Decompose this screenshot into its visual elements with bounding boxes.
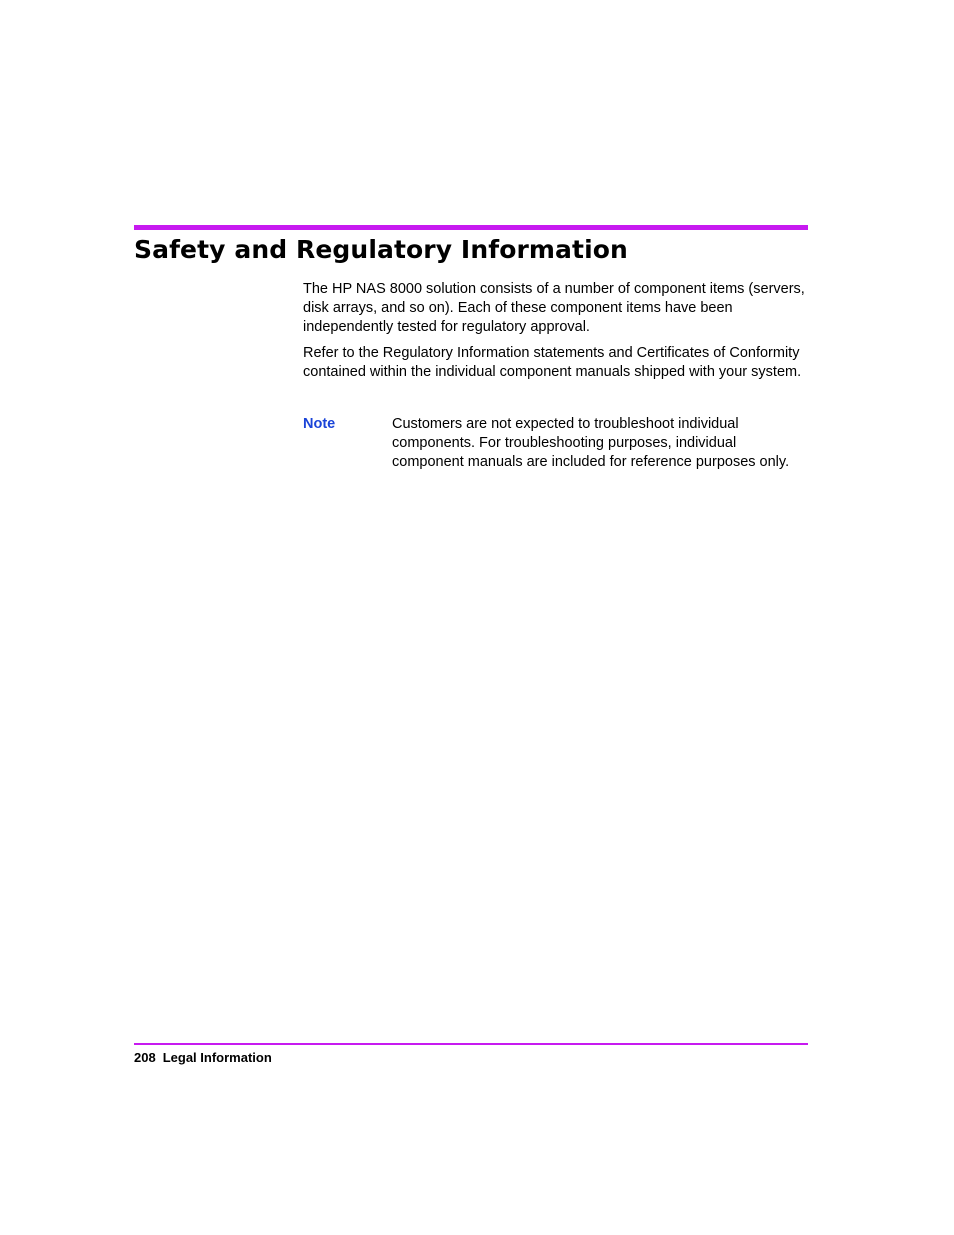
page-title: Safety and Regulatory Information — [134, 235, 628, 264]
body-paragraph-1: The HP NAS 8000 solution consists of a number of component items (servers, disk arrays, and so on). Each of these component items have been independently tested for regulatory approval. — [303, 281, 805, 335]
footer-rule — [134, 1043, 808, 1045]
footer-section-title: Legal Information — [162, 1050, 272, 1065]
note-label: Note — [303, 416, 336, 432]
title-rule — [134, 225, 808, 230]
footer-page-number: 208 — [134, 1050, 156, 1065]
body-paragraph-2: Refer to the Regulatory Information statements and Certificates of Conformity contained within the individual component manuals shipped with your system. — [303, 345, 802, 380]
note-text: Customers are not expected to troubleshoot individual components. For troubleshooting purposes, individual component manuals are included for reference purposes only. — [392, 416, 790, 470]
page-footer — [134, 1049, 272, 1067]
